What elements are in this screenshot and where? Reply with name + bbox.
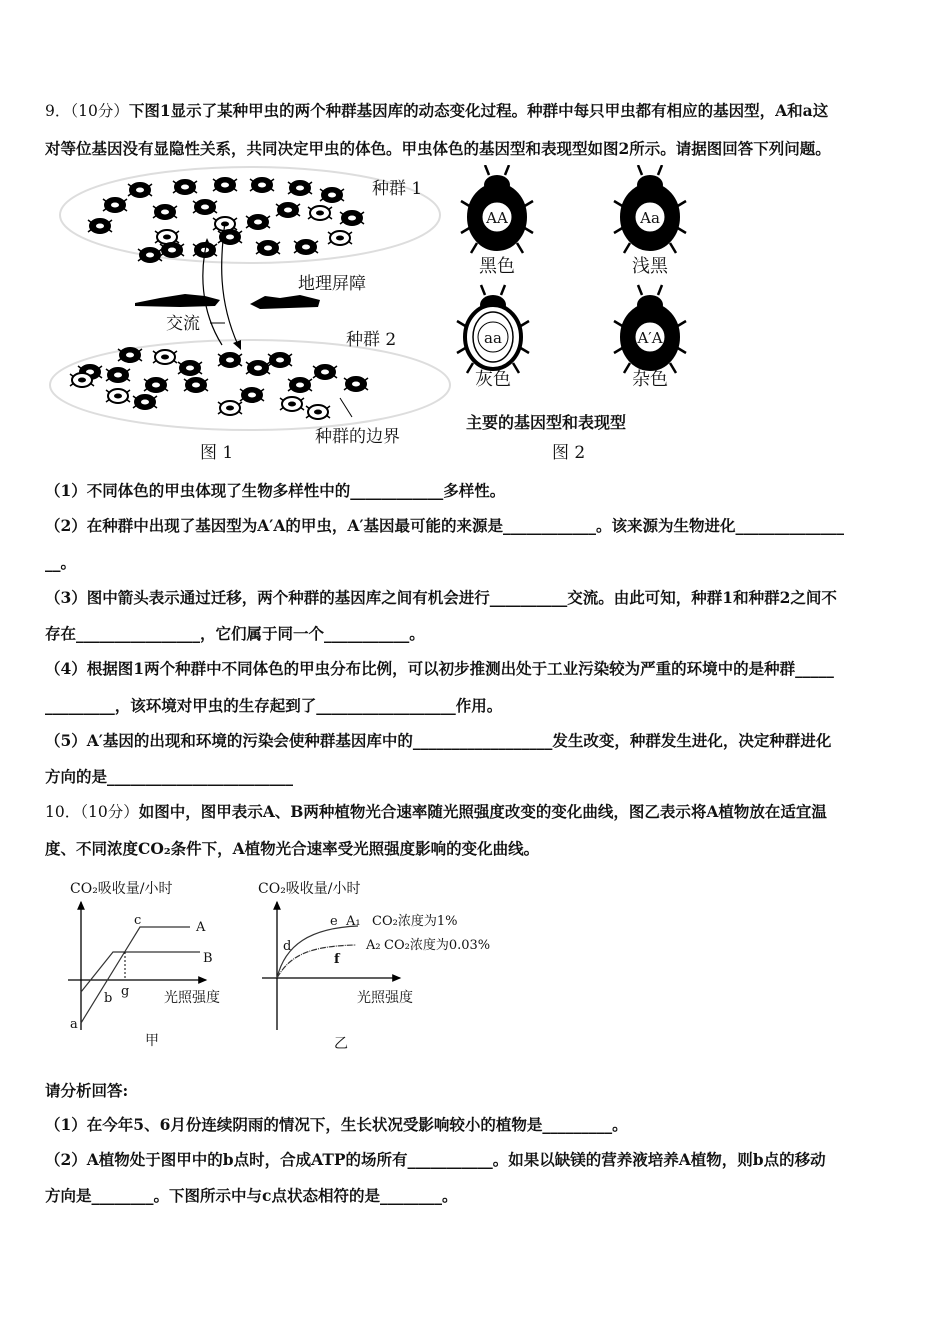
q9-sub-3: （3）图中箭头表示通过迁移，两个种群的基因库之间有机会进行__________交流。由此可知，种群1和种群2之间不 xyxy=(45,588,837,607)
dark-beetle-icon xyxy=(288,181,312,195)
yi-label-A2: A₂ xyxy=(366,938,381,953)
dark-beetle-icon xyxy=(213,178,237,192)
figure-2-genotypes xyxy=(457,165,686,463)
light-beetle-icon xyxy=(328,231,352,245)
dark-beetle-icon xyxy=(138,248,162,262)
jia-label-B: B xyxy=(203,951,213,966)
geographic-barrier-left xyxy=(135,294,220,307)
figure-1-caption: 图 1 xyxy=(200,443,234,463)
light-beetle-icon xyxy=(218,401,242,415)
dark-beetle-icon xyxy=(218,230,242,244)
q9-stem-line1 xyxy=(45,101,828,121)
yi-point-e: e xyxy=(330,914,338,929)
q9-stem-line2: 对等位基因没有显隐性关系，共同决定甲虫的体色。甲虫体色的基因型和表现型如图2所示。请据图回答下列问题。 xyxy=(45,139,831,158)
q10-stem-line2: 度、不同浓度CO₂条件下，A植物光合速率受光照强度影响的变化曲线。 xyxy=(45,839,540,858)
jia-label-A: A xyxy=(196,920,206,935)
dark-beetle-icon xyxy=(246,361,270,375)
pop2-label: 种群 2 xyxy=(346,330,397,350)
q9-sub-5-cont: 方向的是________________________ xyxy=(45,767,294,786)
chart-yi xyxy=(258,880,490,1052)
q9-sub-5: （5）A′基因的出现和环境的污染会使种群基因库中的__________________发生改变，种群发生进化，决定种群进化 xyxy=(45,731,832,750)
exchange-label: 交流 xyxy=(166,314,200,334)
genotype-label: Aa xyxy=(640,209,660,227)
yi-xlabel: 光照强度 xyxy=(357,990,413,1006)
yi-caption: 乙 xyxy=(334,1036,348,1052)
beetle-1 xyxy=(461,165,533,277)
phenotype-label: 浅黑 xyxy=(632,256,668,277)
yi-point-f: f xyxy=(334,952,340,967)
light-beetle-icon xyxy=(308,206,332,220)
beetle-2 xyxy=(614,165,686,277)
dark-beetle-icon xyxy=(268,353,292,367)
q9-sub-2-cont: __。 xyxy=(45,553,77,572)
genotype-label: aa xyxy=(484,329,502,347)
jia-point-g: g xyxy=(121,984,130,999)
barrier-label: 地理屏障 xyxy=(298,274,366,294)
jia-point-c: c xyxy=(134,913,142,928)
phenotype-label: 杂色 xyxy=(632,369,668,390)
boundary-pointer xyxy=(340,398,352,417)
q9-sub-3-cont: 存在________________，它们属于同一个___________。 xyxy=(45,624,425,643)
phenotype-label: 灰色 xyxy=(475,369,511,390)
yi-note-A1: CO₂浓度为1% xyxy=(372,914,458,929)
q9-sub-1: （1）不同体色的甲虫体现了生物多样性中的____________多样性。 xyxy=(45,481,506,500)
dark-beetle-icon xyxy=(276,203,300,217)
jia-point-b: b xyxy=(104,991,113,1006)
q10-stem-line1 xyxy=(45,802,827,822)
q10-charts xyxy=(0,870,540,1060)
dark-beetle-icon xyxy=(246,215,270,229)
dark-beetle-icon xyxy=(106,368,130,382)
dark-beetle-icon xyxy=(288,378,312,392)
q10-number: 10．（10分） xyxy=(45,803,139,821)
beetle-3 xyxy=(457,285,529,390)
q9-sub-4-cont: _________，该环境对甲虫的生存起到了__________________作用。 xyxy=(45,696,503,715)
dark-beetle-icon xyxy=(320,188,344,202)
dark-beetle-icon xyxy=(256,241,280,255)
light-beetle-icon xyxy=(306,405,330,419)
q10-stem-text: 如图中，图甲表示A、B两种植物光合速率随光照强度改变的变化曲线，图乙表示将A植物放在适宜温 xyxy=(138,802,827,821)
dark-beetle-icon xyxy=(88,219,112,233)
dark-beetle-icon xyxy=(193,200,217,214)
dark-beetle-icon xyxy=(218,353,242,367)
dark-beetle-icon xyxy=(313,365,337,379)
dark-beetle-icon xyxy=(153,205,177,219)
light-beetle-icon xyxy=(70,373,94,387)
figure-2-caption: 图 2 xyxy=(552,443,586,463)
jia-ylabel: CO₂吸收量/小时 xyxy=(70,881,173,897)
phenotype-label: 黑色 xyxy=(479,256,515,277)
q9-number: 9．（10分） xyxy=(45,102,129,120)
boundary-label: 种群的边界 xyxy=(315,427,400,447)
jia-xlabel: 光照强度 xyxy=(164,990,220,1006)
geographic-barrier-right xyxy=(250,295,320,309)
genotype-label: AA xyxy=(486,209,508,227)
light-beetle-icon xyxy=(153,350,177,364)
yi-note-A2: CO₂浓度为0.03% xyxy=(384,938,491,953)
dark-beetle-icon xyxy=(144,378,168,392)
figure-1-population-diagram xyxy=(50,167,450,463)
dark-beetle-icon xyxy=(250,178,274,192)
dark-beetle-icon xyxy=(103,198,127,212)
light-beetle-icon xyxy=(155,230,179,244)
yi-label-A1: A₁ xyxy=(346,914,361,929)
population-2-beetles xyxy=(70,348,368,419)
q9-sub-4: （4）根据图1两个种群中不同体色的甲虫分布比例，可以初步推测出处于工业污染较为严重的环境中的是种群_____ xyxy=(45,659,834,678)
yi-point-d: d xyxy=(283,939,292,954)
q10-prompt: 请分析回答: xyxy=(45,1081,129,1100)
dark-beetle-icon xyxy=(294,240,318,254)
q10-sub-1: （1）在今年5、6月份连续阴雨的情况下，生长状况受影响较小的植物是_________。 xyxy=(45,1115,628,1134)
pop1-label: 种群 1 xyxy=(372,179,423,199)
dark-beetle-icon xyxy=(118,348,142,362)
jia-curve-B xyxy=(81,952,200,992)
q10-sub-2-cont: 方向是________。下图所示中与c点状态相符的是________。 xyxy=(45,1186,458,1205)
fig2-title: 主要的基因型和表现型 xyxy=(466,413,627,432)
dark-beetle-icon xyxy=(240,388,264,402)
chart-jia xyxy=(68,880,220,1049)
yi-ylabel: CO₂吸收量/小时 xyxy=(258,881,361,897)
dark-beetle-icon xyxy=(184,378,208,392)
q9-stem-text: 下图1显示了某种甲虫的两个种群基因库的动态变化过程。种群中每只甲虫都有相应的基因型，A和a这 xyxy=(128,101,829,120)
light-beetle-icon xyxy=(280,397,304,411)
jia-caption: 甲 xyxy=(145,1033,159,1049)
dark-beetle-icon xyxy=(128,183,152,197)
q9-figures xyxy=(0,165,720,470)
q10-sub-2: （2）A植物处于图甲中的b点时，合成ATP的场所有___________。如果以缺镁的营养液培养A植物，则b点的移动 xyxy=(45,1150,826,1169)
population-2-boundary xyxy=(50,340,450,430)
dark-beetle-icon xyxy=(173,180,197,194)
arrowhead-icon xyxy=(233,340,241,350)
dark-beetle-icon xyxy=(160,243,184,257)
jia-curve-A xyxy=(81,927,190,1023)
light-beetle-icon xyxy=(106,389,130,403)
q9-sub-2: （2）在种群中出现了基因型为A′A的甲虫，A′基因最可能的来源是____________。该来源为生物进化______________ xyxy=(45,516,845,535)
jia-point-a: a xyxy=(70,1017,78,1032)
beetle-4 xyxy=(614,285,686,390)
dark-beetle-icon xyxy=(178,361,202,375)
dark-beetle-icon xyxy=(133,395,157,409)
population-1-beetles xyxy=(88,178,364,262)
dark-beetle-icon xyxy=(344,377,368,391)
genotype-label: A′A xyxy=(637,329,663,347)
dark-beetle-icon xyxy=(340,211,364,225)
